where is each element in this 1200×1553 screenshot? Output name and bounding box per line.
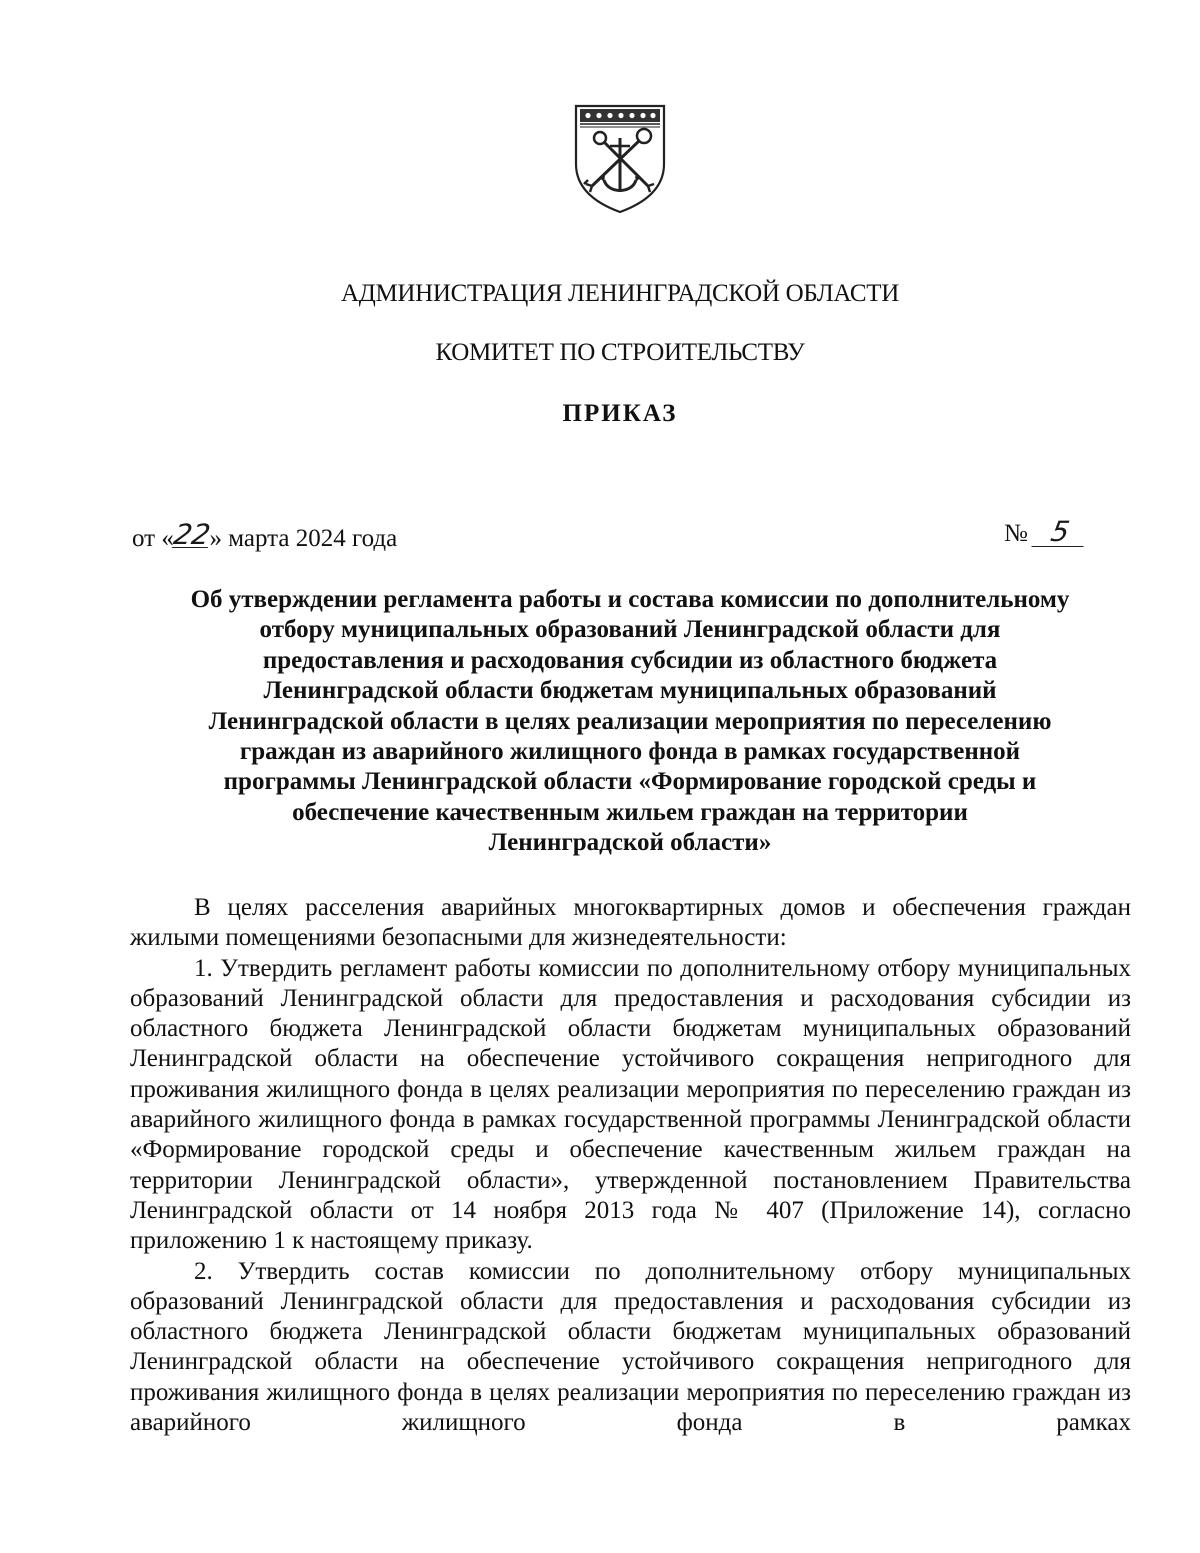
preamble-paragraph: В целях расселения аварийных многоквартирных домов и обеспечения граждан жилыми помещениями безопасными для жизнедеятельности: <box>130 894 1131 952</box>
order-number <box>1004 515 1086 548</box>
order-date <box>132 518 398 553</box>
item-1-paragraph: 1. Утвердить регламент работы комиссии по дополнительному отбору муниципальных образований Ленинградской области для предоставления и расходования субсидии из областного бюджета Ленинградской области бюджетам муниципальных образований Ленинградской области на обеспечение устойчивого сокращения непригодного для проживания жилищного фонда в целях реализации мероприятия по переселению граждан из аварийного жилищного фонда в рамках государственной программы Ленинградской области «Формирование городской среды и обеспечение качественным жильем граждан на территории Ленинградской области», утвержденной постановлением Правительства Ленинградской области от 14 ноября 2013 года № 407 (Приложение 14), согласно приложению 1 к настоящему приказу. <box>130 954 1131 1255</box>
order-body <box>130 893 1131 1438</box>
coat-of-arms-icon <box>570 100 670 216</box>
date-prefix: от « <box>132 525 174 552</box>
number-value-handwritten: 5 <box>1032 518 1089 547</box>
title-line: обеспечение качественным жильем граждан на территории <box>292 798 968 826</box>
title-line: программы Ленинградской области «Формирование городской среды и <box>223 768 1037 796</box>
number-label: № <box>1004 520 1028 547</box>
document-type: ПРИКАЗ <box>562 400 678 427</box>
administration-title: АДМИНИСТРАЦИЯ ЛЕНИНГРАДСКОЙ ОБЛАСТИ <box>340 280 900 307</box>
title-line: отбору муниципальных образований Ленинградской области для <box>259 616 1001 644</box>
order-title <box>130 585 1130 859</box>
title-line: граждан из аварийного жилищного фонда в рамках государственной <box>239 738 1021 766</box>
title-line: Об утверждении регламента работы и состава комиссии по дополнительному <box>190 586 1070 613</box>
title-line: Ленинградской области бюджетам муниципальных образований <box>263 677 997 705</box>
committee-title: КОМИТЕТ ПО СТРОИТЕЛЬСТВУ <box>435 339 805 366</box>
date-day-handwritten: 22 <box>171 518 213 551</box>
title-line: предоставления и расходования субсидии из областного бюджета <box>262 646 998 674</box>
date-suffix: » марта 2024 года <box>209 525 398 552</box>
title-line: Ленинградской области» <box>488 829 772 857</box>
item-2-paragraph: 2. Утвердить состав комиссии по дополнительному отбору муниципальных образований Ленинградской области для предоставления и расходования субсидии из областного бюджета Ленинградской области бюджетам муниципальных образований Ленинградской области на обеспечение устойчивого сокращения непригодного для проживания жилищного фонда в целях реализации мероприятия по переселению граждан из аварийного жилищного фонда в рамках <box>130 1257 1131 1437</box>
title-line: Ленинградской области в целях реализации мероприятия по переселению <box>208 707 1052 735</box>
